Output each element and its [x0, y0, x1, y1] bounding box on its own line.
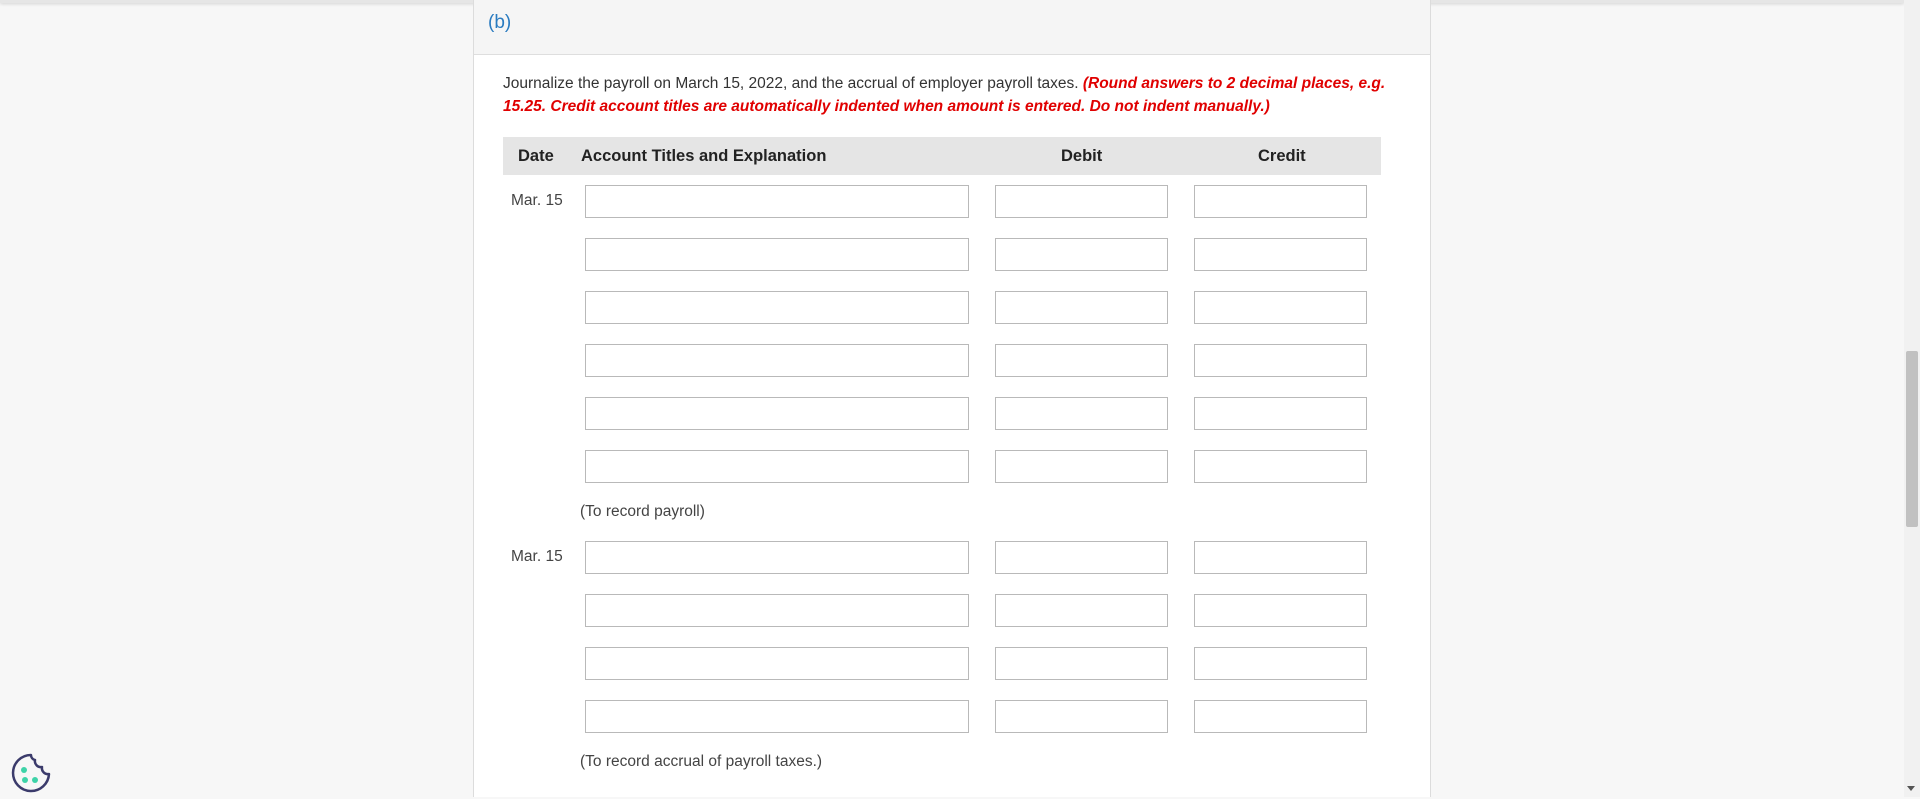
entry-1-row-2-debit-input[interactable] [995, 238, 1168, 271]
entry-1-row-5-debit-input[interactable] [995, 397, 1168, 430]
table-header [503, 137, 1381, 175]
entry-1-row-6-credit-input[interactable] [1194, 450, 1367, 483]
question-panel [473, 0, 1431, 797]
scrollbar-thumb[interactable] [1906, 351, 1918, 527]
entry-1-row-5-account-input[interactable] [585, 397, 969, 430]
entry-2-row-3-credit-input[interactable] [1194, 647, 1367, 680]
entry-2-row-1-account-input[interactable] [585, 541, 969, 574]
entry-2-note: (To record accrual of payroll taxes.) [580, 753, 823, 770]
header-account: Account Titles and Explanation [581, 147, 827, 165]
entry-2-row-1-credit-input[interactable] [1194, 541, 1367, 574]
entry-2-date: Mar. 15 [511, 548, 563, 565]
section-header [474, 0, 1430, 55]
entry-1-row-4-credit-input[interactable] [1194, 344, 1367, 377]
header-credit: Credit [1258, 147, 1306, 165]
entry-2-row-2-account-input[interactable] [585, 594, 969, 627]
instructions-text: Journalize the payroll on March 15, 2022, and the accrual of employer payroll taxes. [503, 75, 1083, 92]
entry-1-row-1-account-input[interactable] [585, 185, 969, 218]
instructions [503, 72, 1408, 118]
entry-1-row-2-account-input[interactable] [585, 238, 969, 271]
scroll-down-arrow-icon[interactable] [1907, 786, 1915, 791]
entry-1-date: Mar. 15 [511, 192, 563, 209]
entry-1-row-3-debit-input[interactable] [995, 291, 1168, 324]
entry-2-row-2-debit-input[interactable] [995, 594, 1168, 627]
entry-2-row-3-debit-input[interactable] [995, 647, 1168, 680]
entry-1-row-6-debit-input[interactable] [995, 450, 1168, 483]
entry-1-row-3-account-input[interactable] [585, 291, 969, 324]
entry-2-row-4-credit-input[interactable] [1194, 700, 1367, 733]
entry-2-row-1-debit-input[interactable] [995, 541, 1168, 574]
entry-2-row-3-account-input[interactable] [585, 647, 969, 680]
entry-1-row-1-credit-input[interactable] [1194, 185, 1367, 218]
entry-1-row-5-credit-input[interactable] [1194, 397, 1367, 430]
entry-2-row-2-credit-input[interactable] [1194, 594, 1367, 627]
entry-1-row-6-account-input[interactable] [585, 450, 969, 483]
cookie-icon [10, 752, 52, 794]
entry-1-row-1-debit-input[interactable] [995, 185, 1168, 218]
header-date: Date [518, 147, 554, 165]
section-label: (b) [488, 12, 512, 33]
entry-1-note: (To record payroll) [580, 503, 705, 520]
entry-1-row-2-credit-input[interactable] [1194, 238, 1367, 271]
entry-1-row-4-account-input[interactable] [585, 344, 969, 377]
cookie-settings-button[interactable] [10, 752, 52, 794]
header-debit: Debit [1061, 147, 1103, 165]
entry-1-row-4-debit-input[interactable] [995, 344, 1168, 377]
entry-2-row-4-debit-input[interactable] [995, 700, 1168, 733]
entry-1-row-3-credit-input[interactable] [1194, 291, 1367, 324]
instructions-emphasis: (Round answers to 2 decimal places, e.g. 15.25. Credit account titles are automatically indented when amount is entered. Do not indent manually.) [503, 75, 1386, 115]
entry-2-row-4-account-input[interactable] [585, 700, 969, 733]
